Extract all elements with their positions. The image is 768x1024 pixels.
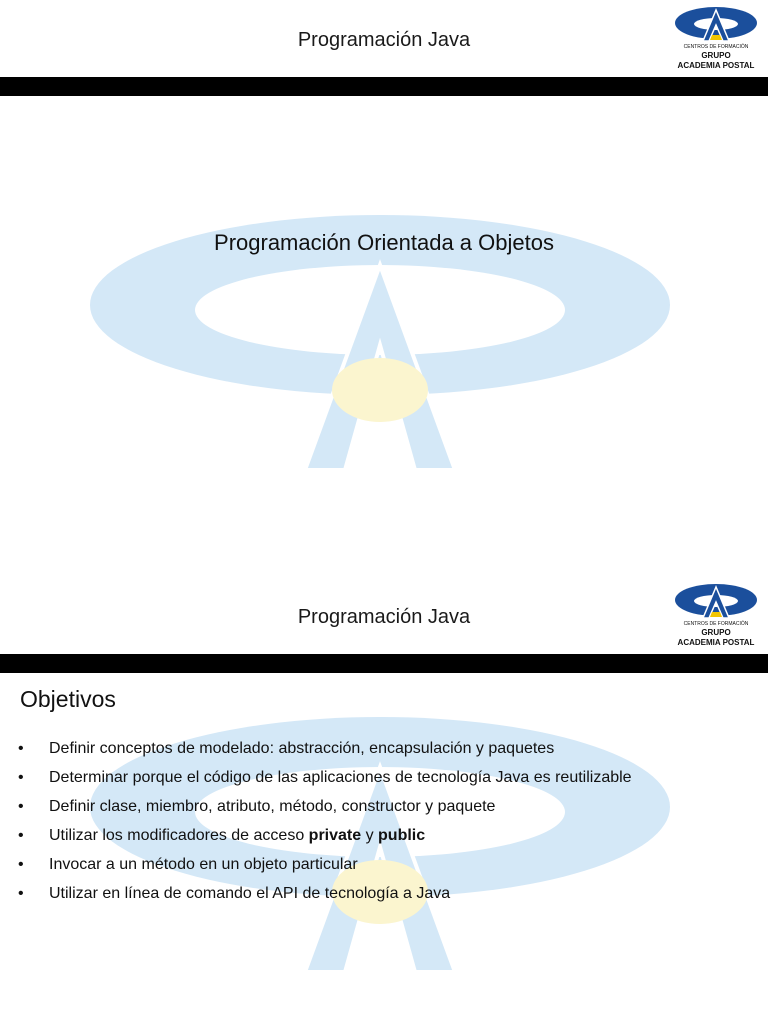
logo-line2: GRUPO <box>701 51 731 60</box>
slide-header <box>0 577 768 654</box>
logo-line3: ACADEMIA POSTAL <box>677 638 755 647</box>
bullet-marker: • <box>18 769 24 786</box>
bullet-marker: • <box>18 798 24 815</box>
logo-line1: CENTROS DE FORMACIÓN <box>683 621 749 627</box>
list-item <box>18 884 632 913</box>
bullet-marker: • <box>18 827 24 844</box>
header-title: Programación Java <box>297 606 471 628</box>
list-item-text: Determinar porque el código de las aplicaciones de tecnología Java es reutilizable <box>49 769 632 786</box>
conjunction: y <box>361 827 379 844</box>
slide-title <box>0 0 768 501</box>
slide-objectives <box>0 577 768 1024</box>
list-item <box>18 768 632 797</box>
slide-title-text: Programación Orientada a Objetos <box>214 230 554 255</box>
header-bar <box>0 77 768 96</box>
logo-line1: CENTROS DE FORMACIÓN <box>683 44 749 50</box>
header-bar <box>0 654 768 673</box>
list-item-text: Definir clase, miembro, atributo, método, constructor y paquete <box>49 798 496 815</box>
list-item <box>18 739 632 768</box>
list-item-text: Utilizar en línea de comando el API de tecnología a Java <box>49 885 451 902</box>
section-heading: Objetivos <box>20 686 116 712</box>
list-item <box>18 826 632 855</box>
slide-header <box>0 0 768 77</box>
bullet-marker: • <box>18 856 24 873</box>
list-item-text: Utilizar los modificadores de acceso <box>49 827 309 844</box>
list-item-text: Definir conceptos de modelado: abstracción, encapsulación y paquetes <box>49 740 555 757</box>
bullet-marker: • <box>18 740 24 757</box>
list-item-text: Invocar a un método en un objeto particular <box>49 856 358 873</box>
header-title: Programación Java <box>297 29 471 51</box>
logo-line3: ACADEMIA POSTAL <box>677 61 755 70</box>
list-item <box>18 855 632 884</box>
logo-line2: GRUPO <box>701 628 731 637</box>
academia-postal-logo <box>672 580 760 650</box>
academia-postal-logo <box>672 3 760 73</box>
keyword-private: private <box>308 827 362 844</box>
objectives-list <box>18 739 632 913</box>
keyword-public: public <box>378 827 426 844</box>
bullet-marker: • <box>18 885 24 902</box>
list-item <box>18 797 632 826</box>
